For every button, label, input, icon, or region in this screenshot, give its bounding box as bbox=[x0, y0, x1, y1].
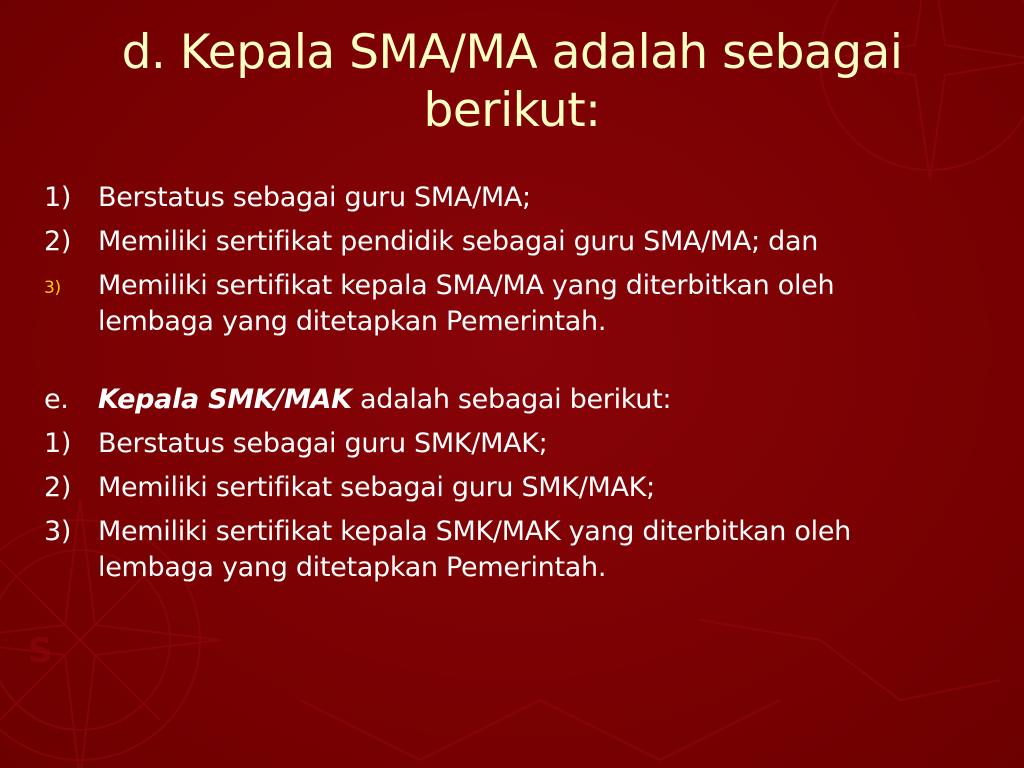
section-heading bbox=[44, 382, 994, 418]
section-marker: e. bbox=[44, 384, 69, 415]
list-item bbox=[44, 514, 994, 586]
list-marker: 3) bbox=[44, 516, 72, 547]
list-item bbox=[44, 426, 994, 462]
svg-text:S: S bbox=[28, 631, 53, 671]
slide-title bbox=[40, 24, 984, 140]
list-item-text: Memiliki sertifikat kepala SMK/MAK yang diterbitkan oleh bbox=[98, 516, 851, 547]
slide-body bbox=[44, 180, 994, 594]
spacer bbox=[44, 348, 994, 382]
list-item-text: lembaga yang ditetapkan Pemerintah. bbox=[98, 552, 607, 583]
list-item bbox=[44, 268, 994, 340]
list-item-text: lembaga yang ditetapkan Pemerintah. bbox=[98, 306, 607, 337]
list-marker: 2) bbox=[44, 472, 72, 503]
list-item-text: Memiliki sertifikat sebagai guru SMK/MAK; bbox=[98, 472, 655, 503]
list-marker: 1) bbox=[44, 182, 72, 213]
title-line: d. Kepala SMA/MA adalah sebagai bbox=[121, 25, 903, 80]
list-item bbox=[44, 224, 994, 260]
list-item bbox=[44, 470, 994, 506]
list-marker: 1) bbox=[44, 428, 72, 459]
list-item-text: Memiliki sertifikat kepala SMA/MA yang diterbitkan oleh bbox=[98, 270, 835, 301]
list-item bbox=[44, 180, 994, 216]
list-item-text: Berstatus sebagai guru SMA/MA; bbox=[98, 182, 531, 213]
list-marker: 2) bbox=[44, 226, 72, 257]
list-item-text: Berstatus sebagai guru SMK/MAK; bbox=[98, 428, 548, 459]
list-item-text: Memiliki sertifikat pendidik sebagai guru SMA/MA; dan bbox=[98, 226, 819, 257]
section-heading-text: adalah sebagai berikut: bbox=[351, 384, 672, 415]
title-line: berikut: bbox=[423, 83, 601, 138]
list-marker: 3) bbox=[44, 278, 61, 298]
section-heading-emphasis: Kepala SMK/MAK bbox=[98, 384, 352, 415]
